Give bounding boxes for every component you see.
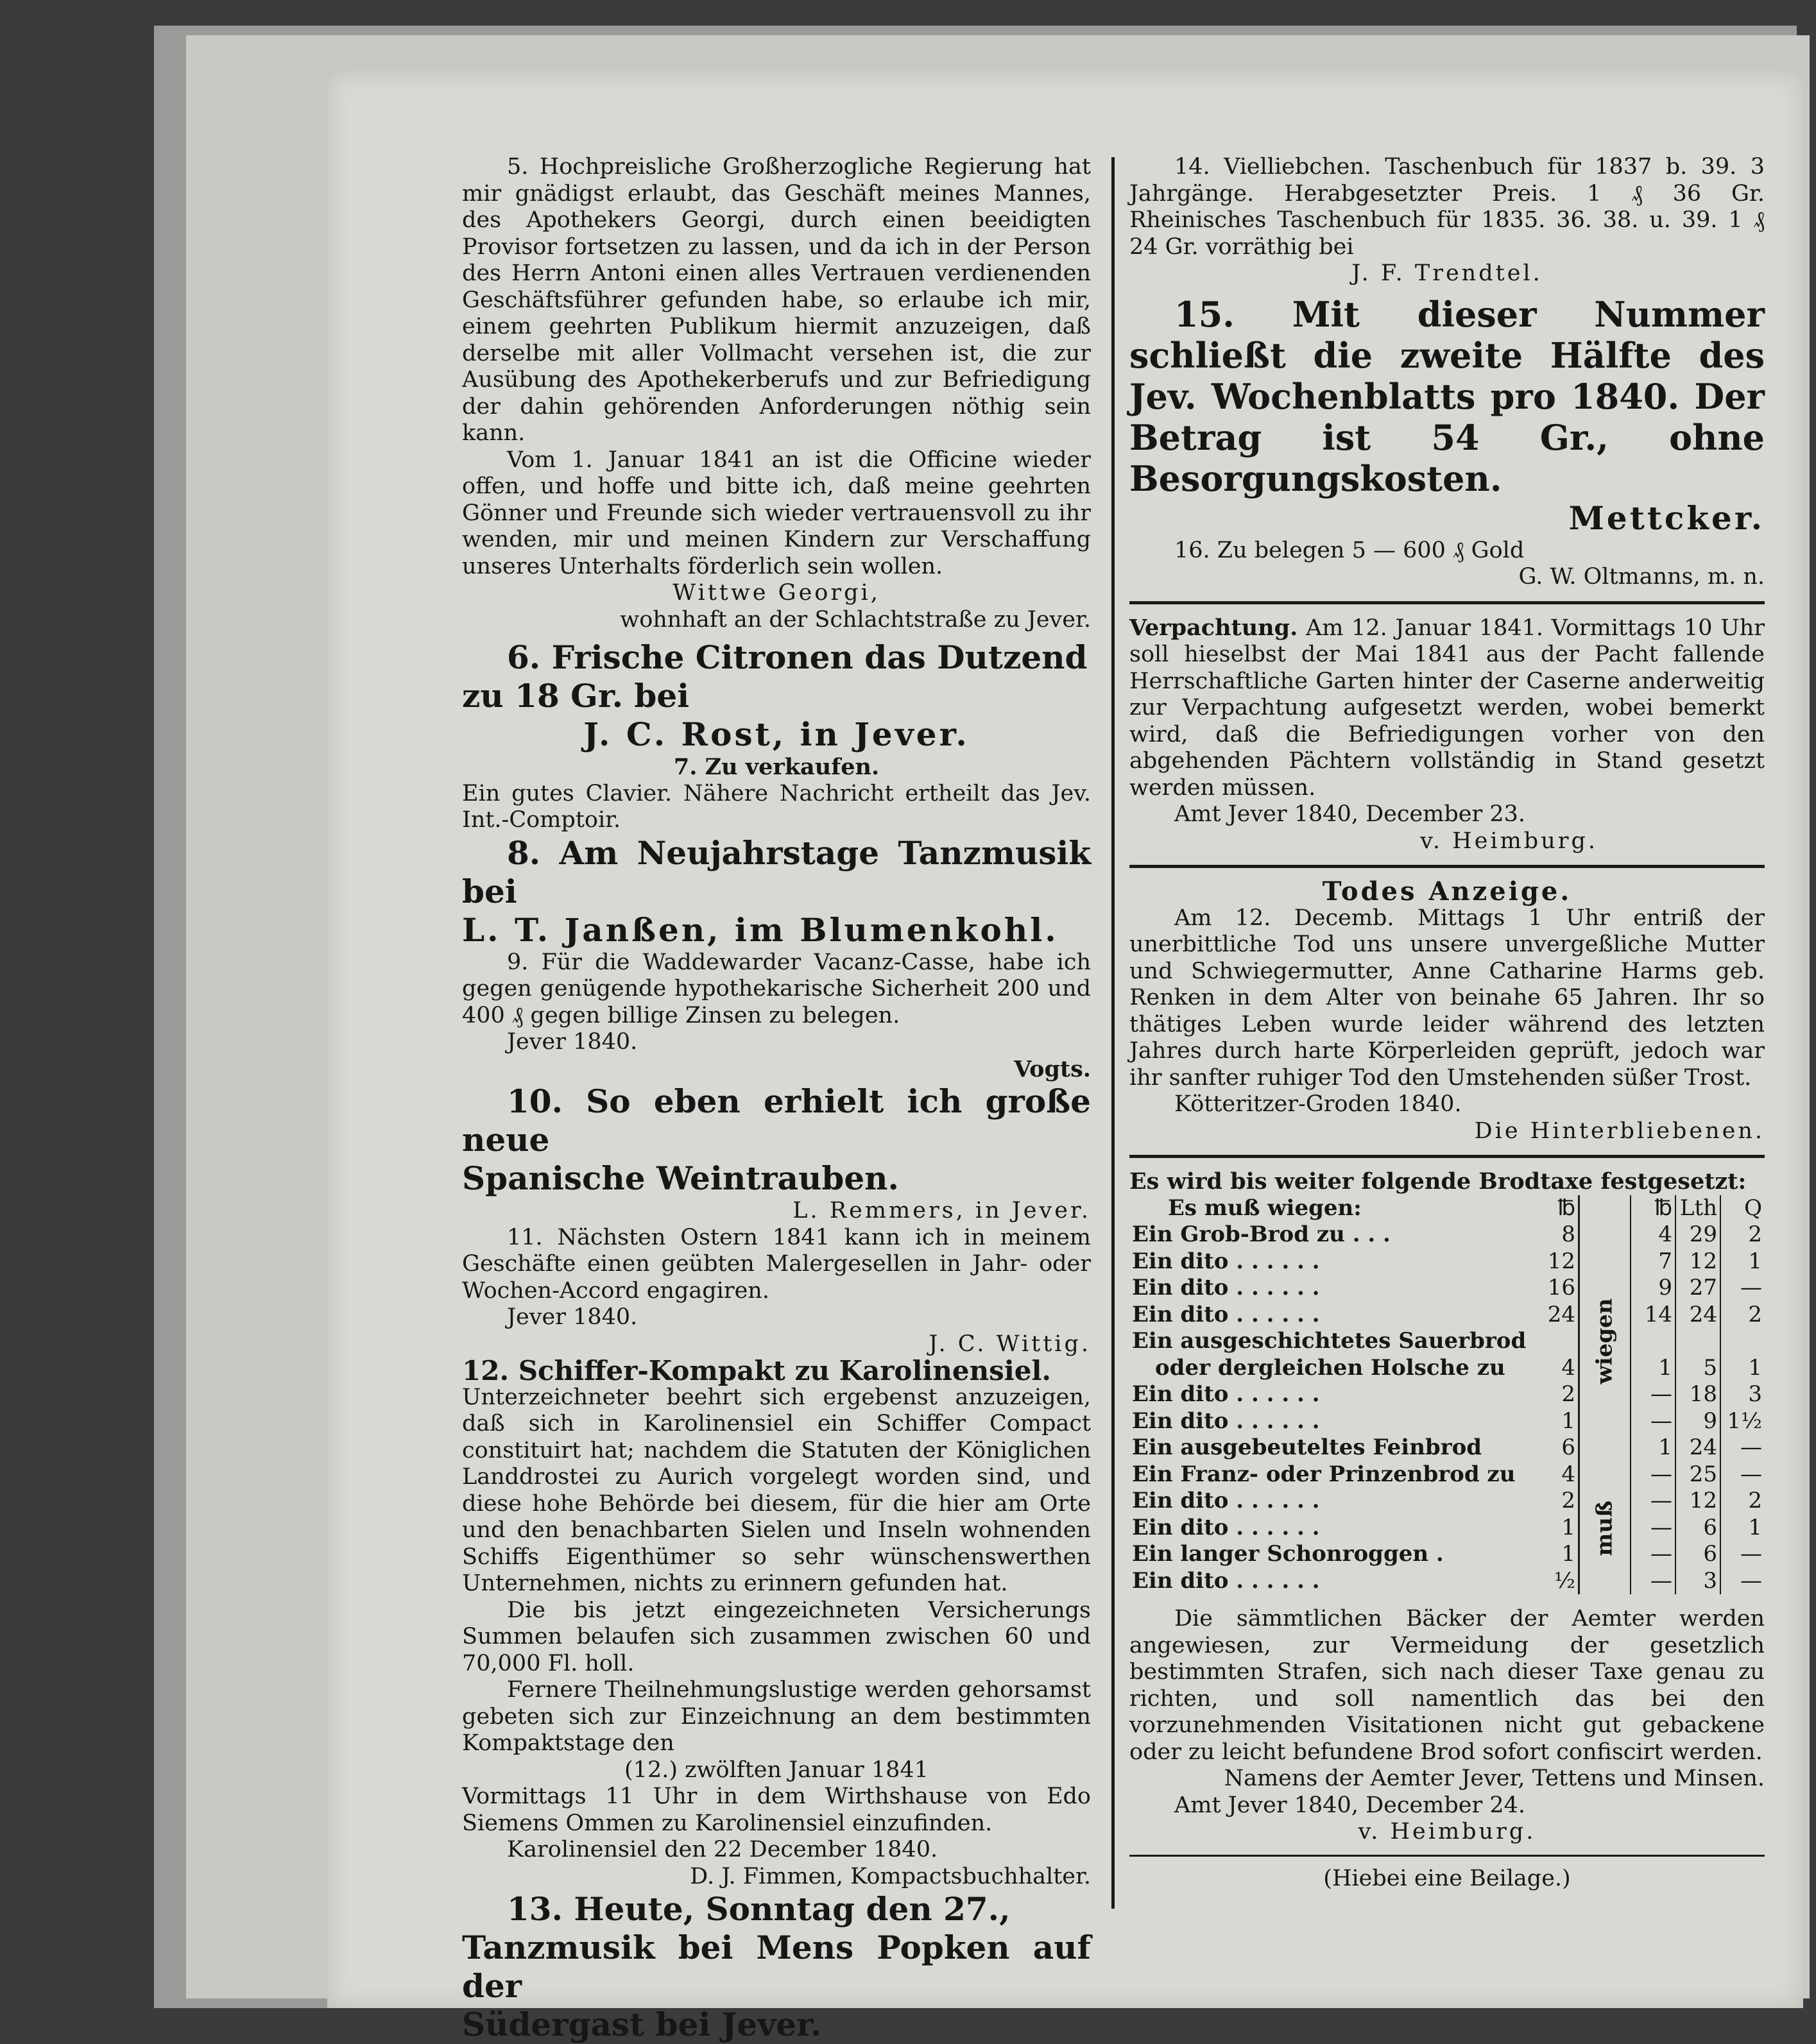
brodtaxe-text: Die sämmtlichen Bäcker der Aemter werden angewiesen, zur Vermeidung der gesetzlich bestimmten Strafen, sich nach dieser Taxe genau zu richten, und soll namentlich das bei den vorzunehmenden Visitationen nicht gut gebackene oder zu leicht befundene Brod sofort confiscirt werden. (1129, 1606, 1765, 1765)
notice-16-signature: G. W. Oltmanns, m. n. (1518, 564, 1765, 590)
table-row: Ein ausgeschichtetes Sauerbrod (1129, 1328, 1765, 1355)
table-row: Ein dito . . . . . . 1 — 9 1½ (1129, 1408, 1765, 1435)
table-header-row (1129, 1195, 1765, 1222)
column-divider (1111, 157, 1115, 1909)
notice-12-text: Unterzeichneter beehrt sich ergebenst anzuzeigen, daß sich in Karolinensiel ein Schiffer Compact constituirt hat; nachdem die Statuten der Königlichen Landdrostei zu Aurich vorgelegt worden sind, und diese hohe Behörde bei diesem, für die hier am Orte und den benachbarten Sielen und Inseln wohnenden Schiffs Eigenthümer so sehr wünschenswerthen Unternehmen, nichts zu erinnern gefunden hat. (462, 1384, 1091, 1596)
section-divider (1129, 601, 1765, 604)
notice-12-signature: D. J. Fimmen, Kompactsbuchhalter. (690, 1863, 1091, 1889)
notice-14-text: 14. Vielliebchen. Taschenbuch für 1837 b. 39. 3 Jahrgänge. Herabgesetzter Preis. 1 ₰ 36 Gr. Rheinisches Taschenbuch für 1835. 36. 38. u. 39. 1 ₰ 24 Gr. vorräthig bei (1129, 154, 1765, 260)
todes-title: Todes Anzeige. (1322, 876, 1572, 907)
notice-5-address: wohnhaft an der Schlachtstraße zu Jever. (620, 606, 1091, 633)
notice-12-text-2: Die bis jetzt eingezeichneten Versicherungs Summen belaufen sich zusammen zwischen 60 und 70,000 Fl. holl. (462, 1597, 1091, 1676)
section-divider (1129, 1855, 1765, 1857)
header-loth: Lth (1675, 1195, 1720, 1222)
notice-5-text-2: Vom 1. Januar 1841 an ist die Officine wieder offen, und hoffe und bitte ich, daß meine geehrten Gönner und Freunde sich wieder vertrauensvoll zu ihr wenden, mir und meinen Kindern zur Verschaffung unseres Unterhalts förderlich sein wollen. (462, 447, 1091, 579)
notice-14-signature: J. F. Trendtel. (1351, 260, 1543, 286)
brodtaxe-date: Amt Jever 1840, December 24. (1174, 1792, 1525, 1818)
notice-12-text-4: Vormittags 11 Uhr in dem Wirthshause von Edo Siemens Ommen zu Karolinensiel einzufinden. (462, 1784, 1091, 1836)
table-row: Ein dito . . . . . . 2 — 18 3 (1129, 1381, 1765, 1408)
notice-9-signature: Vogts. (1014, 1055, 1091, 1082)
notice-7-text: Ein gutes Clavier. Nähere Nachricht ertheilt das Jev. Int.-Comptoir. (462, 780, 1091, 833)
table-row: Ein ausgebeuteltes Feinbrod 6 1 24 — (1129, 1435, 1765, 1461)
notice-9-date: Jever 1840. (507, 1029, 638, 1055)
newspaper-page (327, 71, 1803, 2043)
notice-12-place: Karolinensiel den 22 December 1840. (507, 1837, 938, 1862)
brodtaxe-table (1129, 1195, 1765, 1595)
notice-5-signature: Wittwe Georgi, (672, 580, 880, 606)
notice-6-headline: 6. Frische Citronen das Dutzend (507, 638, 1088, 676)
notice-11-signature: J. C. Wittig. (929, 1331, 1091, 1357)
header-count: ℔ (1542, 1195, 1579, 1222)
notice-13-headline-3: Südergast bei Jever. (462, 2006, 822, 2043)
brodtaxe-subtitle: Es muß wiegen: (1168, 1195, 1362, 1221)
verpachtung-text (1129, 615, 1765, 802)
notice-8-headline-2: L. T. Janßen, im Blumenkohl. (462, 910, 1059, 949)
notice-6-headline-2: zu 18 Gr. bei (462, 677, 690, 715)
notice-12-date: (12.) zwölften Januar 1841 (624, 1757, 929, 1783)
left-column (462, 154, 1091, 2044)
table-row: Ein dito . . . . . . 16 9 27 — (1129, 1275, 1765, 1302)
notice-7-title: 7. Zu verkaufen. (673, 754, 880, 780)
header-quentchen: Q (1720, 1195, 1765, 1222)
notice-11-date: Jever 1840. (507, 1304, 638, 1330)
notice-12-title: 12. Schiffer-Kompakt zu Karolinensiel. (462, 1355, 1052, 1386)
notice-10-headline-2: Spanische Weintrauben. (462, 1159, 899, 1197)
notice-15-headline: 15. Mit dieser Nummer schließt die zweite Hälfte des Jev. Wochenblatts pro 1840. Der Betrag ist 54 Gr., ohne Besorgungskosten. (1129, 293, 1765, 499)
notice-5-text: 5. Hochpreisliche Großherzogliche Regierung hat mir gnädigst erlaubt, das Geschäft meines Mannes, des Apothekers Georgi, durch einen beeidigten Provisor fortsetzen zu lassen, und da ich in der Person des Herrn Antoni einen alles Vertrauen verdienenden Geschäftsführer gefunden habe, so erlaube ich mir, einem geehrten Publikum hiermit anzuzeigen, daß derselbe mit aller Vollmacht versehen ist, die zur Ausübung des Apothekerberufs und zur Befriedigung der dahin gehörenden Anforderungen nöthig sein kann. (462, 154, 1091, 446)
section-divider (1129, 1155, 1765, 1158)
notice-6-signature: J. C. Rost, in Jever. (583, 715, 970, 753)
notice-15-signature: Mettcker. (1568, 498, 1765, 537)
table-row: Ein langer Schonroggen . 1 — 6 — (1129, 1541, 1765, 1568)
notice-10-signature: L. Remmers, in Jever. (792, 1198, 1091, 1223)
verpachtung-date: Amt Jever 1840, December 23. (1174, 801, 1525, 827)
notice-16-text: 16. Zu belegen 5 — 600 ₰ Gold (1174, 537, 1525, 563)
brodtaxe-authority: Namens der Aemter Jever, Tettens und Minsen. (1224, 1766, 1765, 1791)
notice-13-headline: 13. Heute, Sonntag den 27., (507, 1890, 1011, 1928)
beilage-note: (Hiebei eine Beilage.) (1323, 1865, 1571, 1891)
notice-9-text: 9. Für die Waddewarder Vacanz-Casse, habe ich gegen genügende hypothekarische Sicherheit 200 und 400 ₰ gegen billige Zinsen zu belegen. (462, 949, 1091, 1028)
notice-10-headline: 10. So eben erhielt ich große neue (462, 1082, 1091, 1159)
table-row: oder dergleichen Holsche zu 4 1 5 1 (1129, 1355, 1765, 1382)
notice-12-text-3: Fernere Theilnehmungslustige werden gehorsamst gebeten sich zur Einzeichnung an dem bestimmten Kompaktstage den (462, 1677, 1091, 1756)
brodtaxe-title: Es wird bis weiter folgende Brodtaxe festgesetzt: (1129, 1168, 1747, 1195)
right-column (1129, 154, 1765, 1892)
table-row: Ein dito . . . . . . 12 7 12 1 (1129, 1248, 1765, 1275)
brace-label-2: muß (1591, 1499, 1617, 1556)
table-row: Ein dito . . . . . . 1 — 6 1 (1129, 1515, 1765, 1542)
table-row: Ein dito . . . . . . 24 14 24 2 (1129, 1302, 1765, 1329)
verpachtung-title: Verpachtung. (1129, 614, 1298, 641)
notice-13-headline-2: Tanzmusik bei Mens Popken auf der (462, 1929, 1091, 2005)
todes-signature: Die Hinterbliebenen. (1474, 1118, 1765, 1144)
todes-text: Am 12. Decemb. Mittags 1 Uhr entriß der unerbittliche Tod uns unsere unvergeßliche Mutter und Schwiegermutter, Anne Catharine Harms geb. Renken in dem Alter von beinahe 65 Jahren. Ihr so thätiges Leben wurde leider während des letzten Jahres durch harte Körperleiden geprüft, jedoch war ihr sanfter ruhiger Tod den Umstehenden süßer Trost. (1129, 905, 1765, 1091)
section-divider (1129, 865, 1765, 868)
notice-11-text: 11. Nächsten Ostern 1841 kann ich in meinem Geschäfte einen geübten Malergesellen in Jahr- oder Wochen-Accord engagiren. (462, 1224, 1091, 1304)
verpachtung-signature: v. Heimburg. (1420, 828, 1598, 854)
table-row: Ein dito . . . . . . ½ — 3 — (1129, 1568, 1765, 1595)
todes-place: Kötteritzer-Groden 1840. (1174, 1091, 1462, 1117)
header-pfund: ℔ (1631, 1195, 1675, 1222)
brodtaxe-signature: v. Heimburg. (1358, 1819, 1536, 1844)
table-row: Ein dito . . . . . . 2 — 12 2 (1129, 1488, 1765, 1515)
table-row: Ein Franz- oder Prinzenbrod zu 4 muß — 25 — (1129, 1461, 1765, 1488)
verpachtung-body: Am 12. Januar 1841. Vormittags 10 Uhr soll hieselbst der Mai 1841 aus der Pacht fallende Herrschaftliche Garten hinter der Caserne anderweitig zur Verpachtung aufgesetzt werden, wobei bemerkt wird, daß die Befriedigungen vorher von den abgehenden Pächtern vollständig in Stand gesetzt werden müssen. (1129, 615, 1765, 801)
table-row: Ein Grob-Brod zu . . . 8 wiegen 4 29 2 (1129, 1222, 1765, 1248)
brace-label: wiegen (1591, 1298, 1617, 1384)
notice-8-headline: 8. Am Neujahrstage Tanzmusik bei (462, 833, 1091, 910)
